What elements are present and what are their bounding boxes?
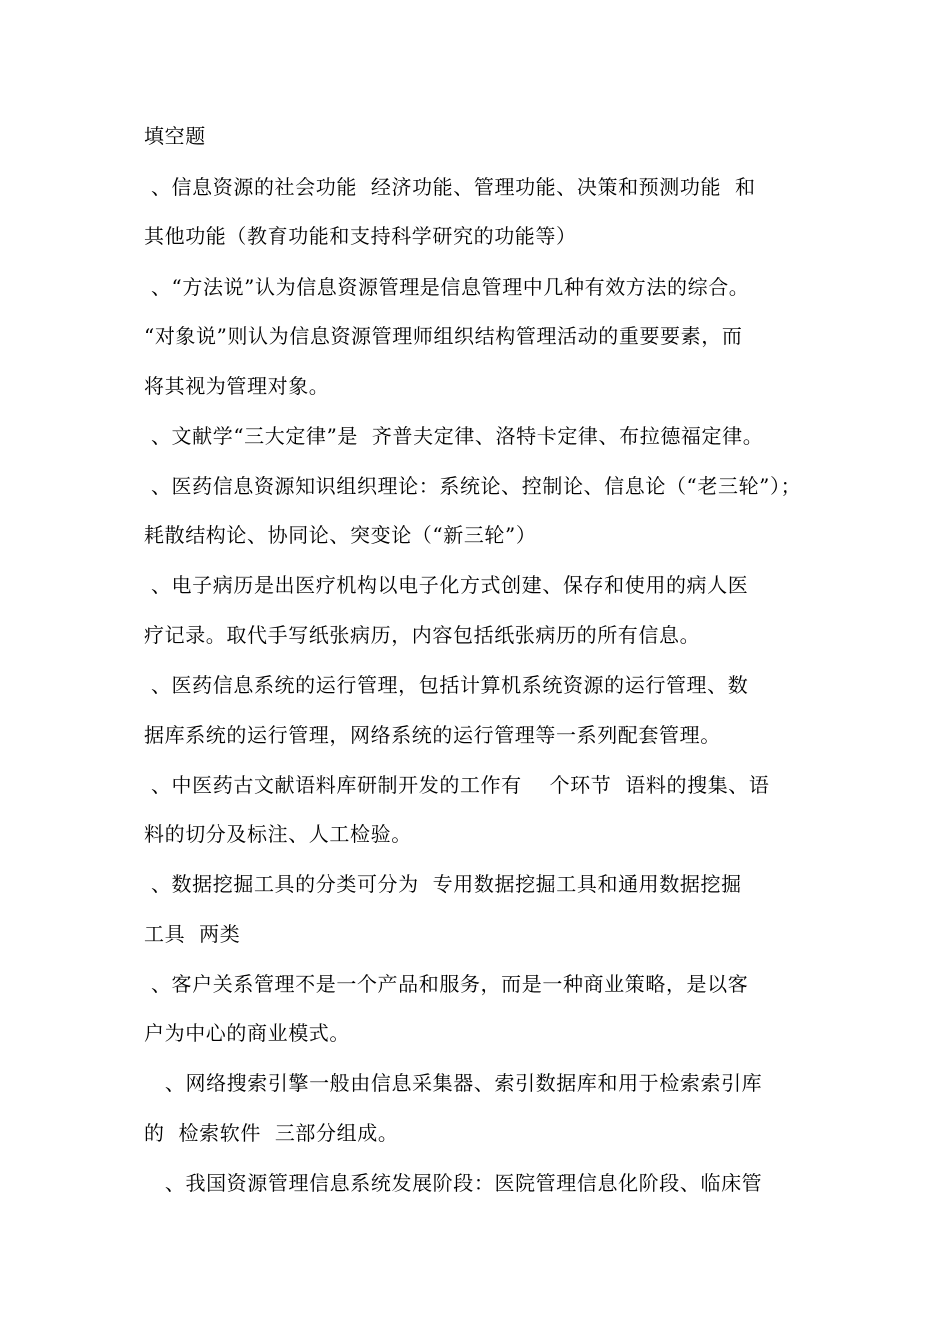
text-line: “对象说”则认为信息资源管理师组织结构管理活动的重要要素，而	[144, 324, 743, 348]
text-line: 其他功能（教育功能和支持科学研究的功能等）	[144, 224, 577, 248]
text-line: 、网络搜索引擎一般由信息采集器、索引数据库和用于检索索引库	[144, 1071, 763, 1095]
section-heading: 填空题	[144, 124, 206, 148]
text-line: 、医药信息资源知识组织理论：系统论、控制论、信息论（“老三轮”）；	[144, 474, 802, 498]
text-line: 、“方法说”认为信息资源管理是信息管理中几种有效方法的综合。	[144, 275, 750, 299]
text-line: 工具 两类	[144, 922, 241, 946]
text-line: 户为中心的商业模式。	[144, 1021, 350, 1045]
text-line: 、文献学“三大定律”是 齐普夫定律、洛特卡定律、布拉德福定律。	[144, 424, 764, 448]
text-line: 疗记录。取代手写纸张病历，内容包括纸张病历的所有信息。	[144, 623, 701, 647]
text-line: 料的切分及标注、人工检验。	[144, 822, 412, 846]
text-line: 、电子病历是出医疗机构以电子化方式创建、保存和使用的病人医	[144, 573, 749, 597]
text-line: 耗散结构论、协同论、突变论（“新三轮”）	[144, 523, 537, 547]
text-line: 、医药信息系统的运行管理，包括计算机系统资源的运行管理、数	[144, 673, 749, 697]
text-line: 的 检索软件 三部分组成。	[144, 1121, 399, 1145]
text-line: 、信息资源的社会功能 经济功能、管理功能、决策和预测功能 和	[144, 175, 756, 199]
text-line: 、中医药古文献语料库研制开发的工作有 个环节 语料的搜集、语	[144, 773, 770, 797]
text-line: 将其视为管理对象。	[144, 374, 330, 398]
text-line: 、客户关系管理不是一个产品和服务，而是一种商业策略，是以客	[144, 972, 749, 996]
text-line: 、数据挖掘工具的分类可分为 专用数据挖掘工具和通用数据挖掘	[144, 872, 742, 896]
text-line: 、我国资源管理信息系统发展阶段：医院管理信息化阶段、临床管	[144, 1171, 763, 1195]
text-line: 据库系统的运行管理，网络系统的运行管理等一系列配套管理。	[144, 723, 721, 747]
